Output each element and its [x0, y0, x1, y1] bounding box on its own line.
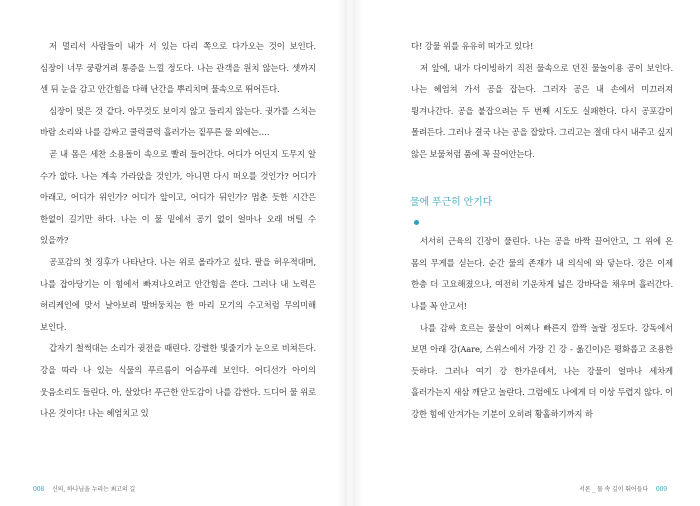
left-page-body	[40, 36, 316, 425]
gutter-shadow-left	[337, 0, 347, 506]
running-head-book-title: 신의, 하나님을 누리는 최고의 길	[51, 486, 136, 493]
section-bullet-icon	[414, 220, 419, 225]
right-paragraph-1: 다! 강물 위를 유유히 떠가고 있다!	[411, 41, 534, 51]
right-paragraph-4: 나를 감싸 흐르는 물살이 어찌나 빠른지 깜짝 놀랄 정도다. 강독에서 보면 아래 강(Aare, 스위스에서 가장 긴 강 - 옮긴이)은 평화롭고 조용한 듯하다. 그러나 여기 강 한가운데서, 나는 강물이 얼마나 세차게 흘러가는지 새삼 깨닫고 놀란다. 그럼에도 나에게 더 이상 두렵지 않다. 이 강한 힘에 안겨가는 기분이 오히려 황홀하기까지 하	[411, 322, 673, 419]
left-page-number: 008	[33, 486, 45, 493]
left-paragraph-1: 저 멀리서 사람들이 내가 서 있는 다리 쪽으로 다가오는 것이 보인다. 심장이 너무 쿵쾅거려 통증을 느낄 정도다. 나는 관객을 원치 않는다. 셋까지 센 뒤 눈을 감고 안간힘을 다해 난간을 뿌리치며 물속으로 뛰어든다.	[40, 41, 316, 95]
left-footer	[30, 484, 138, 493]
left-paragraph-3: 곧 내 몸은 세찬 소용돌이 속으로 빨려 들어간다. 어디가 어딘지 도무지 알 수가 없다. 나는 계속 가라앉을 것인가, 아니면 다시 떠오를 것인가? 어디가 아래고, 어디가 위인가? 어디가 앞이고, 어디가 뒤인가? 멈춘 듯한 시간은 한없이 길기만 하다. 나는 이 물 밑에서 공기 없이 얼마나 오래 버틸 수 있을까?	[40, 148, 316, 246]
right-page-body	[411, 36, 673, 426]
left-page	[0, 0, 347, 506]
right-paragraph-3: 서서히 근육의 긴장이 풀린다. 나는 공을 바짝 끌어안고, 그 위에 온 몸의 무게를 싣는다. 순간 물의 존재가 내 의식에 와 닿는다. 강은 이제 한층 더 고요해졌으나, 여전히 기운차게 넓은 강바닥을 채우며 흘러간다. 나를 꼭 안고서!	[411, 236, 673, 311]
left-paragraph-2: 심장이 멎은 것 같다. 아무것도 보이지 않고 들리지 않는다. 귓가를 스치는 바람 소리와 나를 감싸고 쿨럭쿨럭 흘러가는 짙푸른 물 외에는….	[40, 105, 316, 138]
right-paragraph-2: 저 앞에, 내가 다이빙하기 직전 물속으로 던진 물놀이용 공이 보인다. 나는 헤엄쳐 가서 공을 잡는다. 그러자 공은 내 손에서 미끄러져 튕겨나간다. 공을 붙잡으려는 두 번째 시도도 실패한다. 다시 공포감이 몰려든다. 그러나 결국 나는 공을 잡았다. 그리고는 절대 다시 내주고 싶지 않은 보물처럼 품에 꼭 끌어안는다.	[411, 62, 673, 159]
left-paragraph-5: 갑자기 철썩대는 소리가 귓전을 때린다. 강렬한 빛줄기가 눈으로 비쳐든다. 강을 따라 나 있는 식물의 푸르름이 어슴푸레 보인다. 어디선가 아이의 웃음소리도 들린다. 아, 살았다! 푸근한 안도감이 나를 감싼다. 드디어 물 위로 나온 것이다! 나는 헤엄치고 있	[40, 343, 316, 419]
gutter-shadow-right	[353, 0, 363, 506]
left-paragraph-4: 공포감의 첫 징후가 나타난다. 나는 위로 올라가고 싶다. 팔을 허우적대며, 나를 잡아당기는 이 힘에서 빠져나오려고 안간힘을 쓴다. 그러나 내 노력은 허리케인에 맞서 날아보려 발버둥치는 한 마리 모기의 수고처럼 무의미해 보인다.	[40, 256, 316, 332]
right-page	[353, 0, 700, 506]
section-title: 물에 푸근히 안기다	[410, 196, 493, 208]
right-page-number: 009	[655, 486, 667, 493]
running-head-chapter: 서론 _ 물 속 깊이 뛰어들다	[579, 486, 649, 493]
right-footer	[576, 484, 670, 493]
